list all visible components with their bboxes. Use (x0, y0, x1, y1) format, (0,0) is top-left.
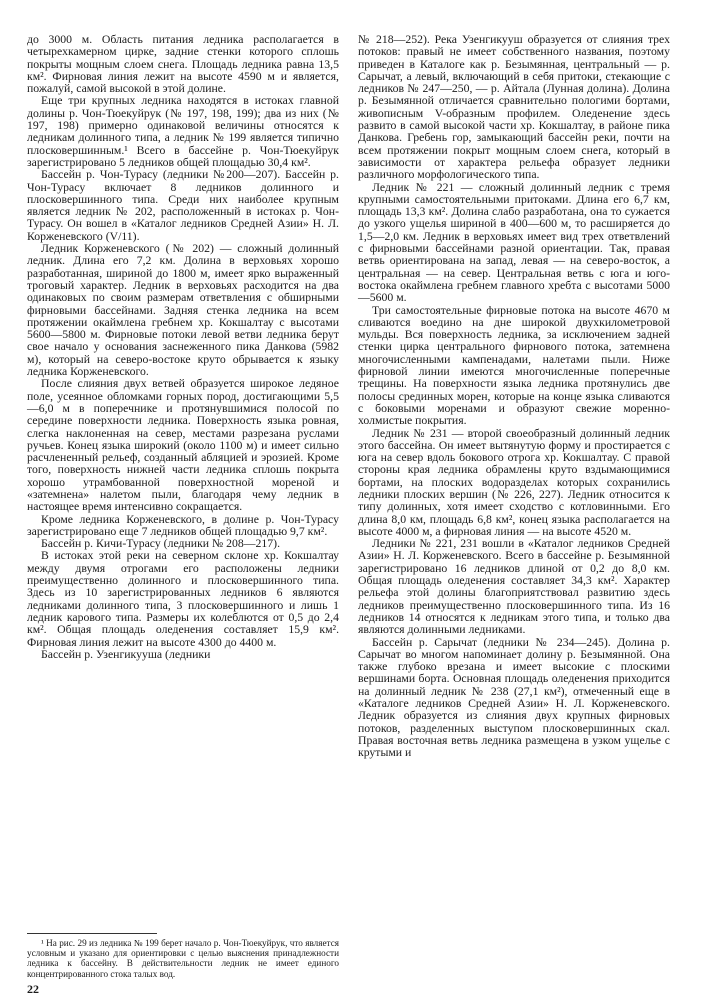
paragraph: Ледник Корженевского (№ 202) — сложный долинный ледник. Длина его 7,2 км. Долина в верховьях хорошо разработанная, шириной до 1800 м, имеет ярко выраженный троговый характер. Ледник в верховьях расходится на два одинаковых по своим размерам ответвления с обширными фирновыми бассейнами. Задняя стенка ледника на всем протяжении окаймлена гребнем хр. Кокшалтау с высотами 5600—5800 м. Фирновые потоки левой ветви ледника берут свое начало у основания заснеженного пика Данкова (5982 м), который на северо-востоке круто обрывается к языку ледника Корженевского. (27, 242, 339, 379)
paragraph: до 3000 м. Область питания ледника располагается в четырехкамерном цирке, задние стенки которого сплошь покрыты мощным слоем снега. Площадь ледника равна 13,5 км². Фирновая линия лежит на высоте 4590 м и является, пожалуй, самой высокой в этой долине. (27, 33, 339, 96)
paragraph: Ледник № 231 — второй своеобразный долинный ледник этого бассейна. Он имеет вытянутую форму и простирается с юга на север вдоль бокового отрога хр. Кокшалтау. С правой стороны края ледника обрамлены круто вздымающимися бортами, на плоских водоразделах которых сохранились ледники плоских вершин (№ 226, 227). Ледник относится к типу долинных, хотя имеет сходство с котловинными. Его длина 8,0 км, площадь 6,8 км², конец языка располагается на высоте 4000 м, а фирновая линия — на высоте 4520 м. (358, 426, 670, 538)
right-column (358, 34, 670, 760)
paragraph: Ледник № 221 — сложный долинный ледник с тремя крупными самостоятельными притоками. Длина его 6,7 км, площадь 13,3 км². Долина слабо разработана, она то сужается до узкого ущелья шириной в 400—600 м, то расширяется до 1,5—2,0 км. Ледник в верховьях имеет вид трех ответвлений с фирновыми бассейнами разной ориентации. Так, правая ветвь ориентирована на запад, левая — на северо-восток, а центральная — на север. Центральная ветвь с юга и юго-востока окаймлена гребнем главного хребта с высотами 5000—5600 м. (358, 180, 670, 305)
paragraph: № 218—252). Река Узенгикууш образуется от слияния трех потоков: правый не имеет собственного названия, поэтому приведен в Каталоге как р. Безымянная, центральный — р. Сарычат, а левый, включающий в себя притоки, стекающие с ледников № 247—250, — р. Айтала (Лунная долина). Долина р. Безымянной отличается сравнительно пологими бортами, живописным V-образным профилем. Оледенение здесь развито в самой высокой части хр. Кокшалтау, в районе пика Данкова. Гребень гор, замыкающий бассейн реки, почти на всем протяжении покрыт мощным слоем снега, который в зависимости от характера рельефа образует ледники различного морфологического типа. (358, 33, 670, 182)
paragraph: Три самостоятельные фирновые потока на высоте 4670 м сливаются воедино на дне широкой двухкилометровой мульды. Вся поверхность ледника, за исключением задней стенки цирка центрального фирнового потока, затемнена многочисленными кампенадами, налетами пыли. Ниже фирновой линии имеются многочисленные поперечные трещины. На поверхности языка ледника протянулись две полосы срединных морен, которые на конце языка сливаются с боковыми моренами и образуют свежие моренно-холмистые покрытия. (358, 303, 670, 428)
section-heading-chon-turasu: Бассейн р. Чон-Турасу (ледники №200—207). Бассейн р. Чон-Турасу включает 8 ледников долинного и плосковершинного типа. Среди них наиболее крупным является ледник № 202, расположенный в истоках р. Чон-Турасу. Он вошел в «Каталог ледников Средней Азии» Н. Л. Корженевского (V/11). (27, 168, 339, 243)
footnote-text: ¹ На рис. 29 из ледника № 199 берет начало р. Чон-Тюекуйрук, что является условным и указано для ориентировки с целью выяснения принадлежности ледника к бассейну. В действительности ледник не имеет единого концентрированного стока талых вод. (27, 938, 339, 979)
footnote-divider (27, 933, 157, 934)
paragraph: После слияния двух ветвей образуется широкое ледяное поле, усеянное обломками горных пород, достигающими 5,5—6,0 м в поперечнике и протянувшимися полосой по середине поверхности ледника. Поверхность языка ровная, слегка наклоненная на север, местами разрезана руслами ручьев. Конец языка широкий (около 1100 м) и имеет сильно расчлененный рельеф, созданный абляцией и эрозией. Кроме того, поверхность нижней части ледника сплошь покрыта хорошо утрамбованной поверхностной мореной и «затемнена» налетом пыли, благодаря чему ледник в настоящее время интенсивно сокращается. (27, 377, 339, 514)
page-number: 22 (27, 982, 39, 996)
paragraph: Еще три крупных ледника находятся в истоках главной долины р. Чон-Тюекуйрук (№ 197, 198, 199); два из них (№ 197, 198) примерно одинаковой величины относятся к ледникам долинного типа, а ледник № 199 является типично плосковершинным.¹ Всего в бассейне р. Чон-Тюекуйрук зарегистрировано 5 ледников общей площадью 30,4 км². (27, 94, 339, 169)
left-column (27, 34, 339, 661)
section-heading-uzengikuusha: Бассейн р. Узенгикууша (ледники (41, 647, 211, 661)
section-heading-kichi-turasu: Бассейн р. Кичи-Турасу (ледники № 208—217). (41, 537, 281, 551)
footnote (27, 938, 339, 979)
paragraph: Кроме ледника Корженевского, в долине р. Чон-Турасу зарегистрировано еще 7 ледников общей площадью 9,7 км². (27, 512, 339, 538)
paragraph: Ледники № 221, 231 вошли в «Каталог ледников Средней Азии» Н. Л. Корженевского. Всего в бассейне р. Безымянной зарегистрировано 16 ледников длиной от 0,2 до 8,0 км. Общая площадь оледенения составляет 34,3 км². Характер рельефа этой долины благоприятствовал развитию здесь ледников преимущественно плосковершинного типа. Из 16 ледников 14 относятся к ледникам этого типа, и только два являются долинными ледниками. (358, 537, 670, 637)
paragraph: В истоках этой реки на северном склоне хр. Кокшалтау между двумя отрогами его расположены ледники преимущественно долинного и плосковершинного типа. Здесь из 10 зарегистрированных ледников 6 являются ледниками долинного типа, 3 плосковершинного и лишь 1 ледник карового типа. Размеры их колеблются от 0,5 до 2,4 км². Общая площадь оледенения составляет 15,9 км². Фирновая линия лежит на высоте 4300 до 4400 м. (27, 549, 339, 649)
section-heading-sarychat: Бассейн р. Сарычат (ледники № 234—245). Долина р. Сарычат во многом напоминает долину р. Безымянной. Она также глубоко врезана и имеет высокие с плоскими вершинами борта. Основная площадь оледенения приходится на долинный ледник № 238 (27,1 км²), отмеченный еще в «Каталоге ледников Средней Азии» Н. Л. Корженевского. Ледник образуется из слияния двух крупных фирновых потоков, разделенных выступом плосковершинных скал. Правая восточная ветвь ледника размещена в узком ущелье с крутыми и (358, 635, 670, 760)
